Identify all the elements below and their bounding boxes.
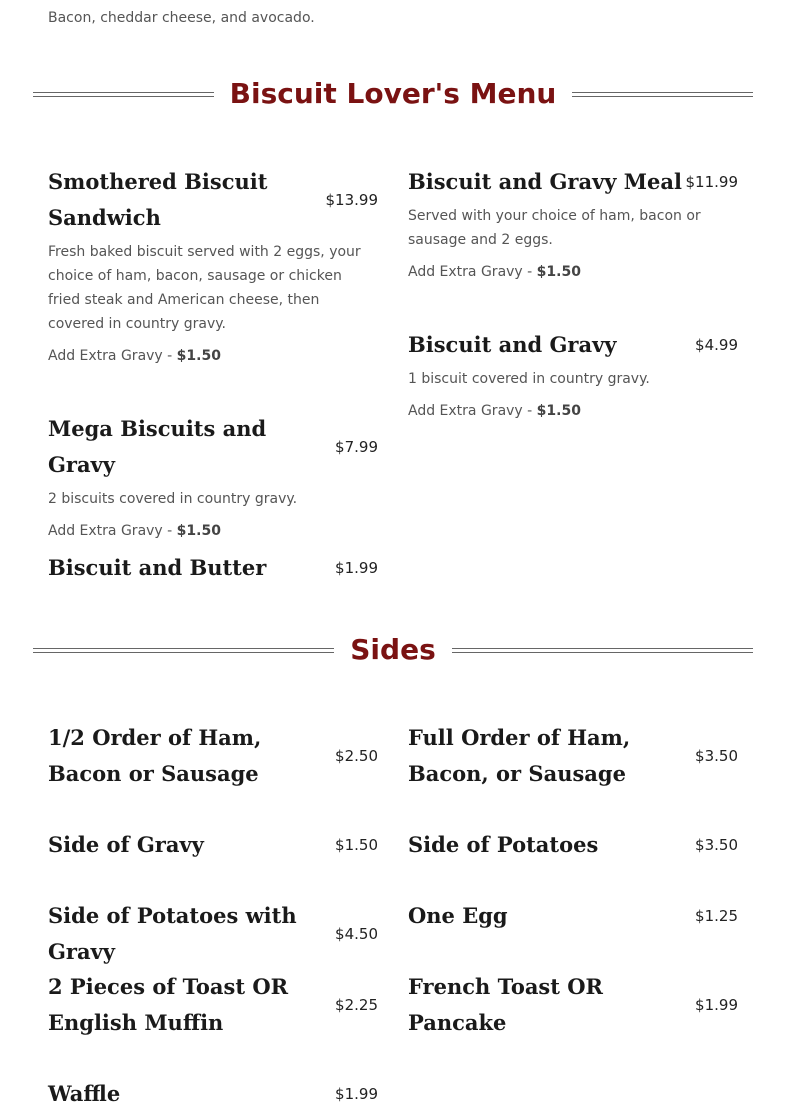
item-name: Side of Gravy bbox=[48, 832, 204, 857]
menu-item-biscuit-butter bbox=[48, 550, 378, 586]
divider-left bbox=[33, 648, 334, 653]
item-price: $3.50 bbox=[695, 836, 738, 854]
extra-gravy-note bbox=[408, 401, 738, 421]
menu-item-one-egg bbox=[408, 898, 738, 934]
item-price: $2.50 bbox=[335, 747, 378, 765]
divider-left bbox=[33, 92, 214, 97]
item-price: $1.25 bbox=[695, 907, 738, 925]
extra-gravy-label: Add Extra Gravy - bbox=[48, 523, 177, 539]
menu-item-side-potatoes bbox=[408, 827, 738, 863]
item-name: 1/2 Order of Ham, Bacon or Sausage bbox=[48, 725, 262, 786]
item-name: French Toast OR Pancake bbox=[408, 974, 604, 1035]
item-price: $7.99 bbox=[335, 438, 378, 456]
menu-item-side-gravy bbox=[48, 827, 378, 863]
section-title-biscuit: Biscuit Lover's Menu bbox=[229, 77, 557, 110]
item-name: 2 Pieces of Toast OR English Muffin bbox=[48, 974, 289, 1035]
item-name: Side of Potatoes bbox=[408, 832, 599, 857]
item-name: Mega Biscuits and Gravy bbox=[48, 416, 267, 477]
extra-gravy-label: Add Extra Gravy - bbox=[408, 403, 537, 419]
extra-gravy-label: Add Extra Gravy - bbox=[408, 264, 537, 280]
menu-item-biscuit-and-gravy bbox=[408, 327, 738, 421]
item-price: $3.50 bbox=[695, 747, 738, 765]
menu-item-toast bbox=[48, 969, 378, 1041]
menu-item-mega-biscuits bbox=[48, 411, 378, 541]
divider-right bbox=[572, 92, 753, 97]
section-title-sides: Sides bbox=[350, 633, 436, 666]
menu-item-french-toast bbox=[408, 969, 738, 1041]
item-price: $1.50 bbox=[335, 836, 378, 854]
extra-gravy-note bbox=[48, 521, 378, 541]
item-price: $13.99 bbox=[325, 191, 378, 209]
section-header-biscuit bbox=[33, 72, 753, 116]
item-description: 1 biscuit covered in country gravy. bbox=[408, 371, 650, 387]
divider-right bbox=[452, 648, 753, 653]
extra-gravy-note bbox=[408, 262, 738, 282]
item-price: $1.99 bbox=[335, 1085, 378, 1103]
item-name: Biscuit and Gravy Meal bbox=[408, 169, 682, 194]
extra-gravy-note bbox=[48, 346, 378, 366]
extra-gravy-price: $1.50 bbox=[176, 523, 221, 539]
item-price: $1.99 bbox=[335, 559, 378, 577]
extra-gravy-price: $1.50 bbox=[536, 403, 581, 419]
menu-item-potatoes-gravy bbox=[48, 898, 378, 970]
item-name: Biscuit and Butter bbox=[48, 555, 267, 580]
extra-gravy-label: Add Extra Gravy - bbox=[48, 348, 177, 364]
menu-item-half-order bbox=[48, 720, 378, 792]
previous-item-description: Bacon, cheddar cheese, and avocado. bbox=[48, 10, 315, 26]
item-name: Biscuit and Gravy bbox=[408, 332, 617, 357]
extra-gravy-price: $1.50 bbox=[536, 264, 581, 280]
extra-gravy-price: $1.50 bbox=[176, 348, 221, 364]
item-name: Smothered Biscuit Sandwich bbox=[48, 169, 268, 230]
item-price: $11.99 bbox=[685, 173, 738, 191]
menu-item-biscuit-gravy-meal bbox=[408, 164, 738, 282]
item-price: $4.99 bbox=[695, 336, 738, 354]
item-price: $1.99 bbox=[695, 996, 738, 1014]
item-description: Served with your choice of ham, bacon or sausage and 2 eggs. bbox=[408, 208, 701, 248]
item-price: $2.25 bbox=[335, 996, 378, 1014]
item-price: $4.50 bbox=[335, 925, 378, 943]
item-name: Side of Potatoes with Gravy bbox=[48, 903, 297, 964]
menu-item-waffle bbox=[48, 1076, 378, 1112]
item-name: Waffle bbox=[48, 1081, 121, 1106]
item-description: 2 biscuits covered in country gravy. bbox=[48, 491, 298, 507]
item-name: Full Order of Ham, Bacon, or Sausage bbox=[408, 725, 631, 786]
item-name: One Egg bbox=[408, 903, 508, 928]
menu-item-full-order bbox=[408, 720, 738, 792]
section-header-sides bbox=[33, 628, 753, 672]
menu-item-smothered-biscuit bbox=[48, 164, 378, 366]
item-description: Fresh baked biscuit served with 2 eggs, your choice of ham, bacon, sausage or chicken fried steak and American cheese, then covered in country gravy. bbox=[48, 244, 361, 332]
